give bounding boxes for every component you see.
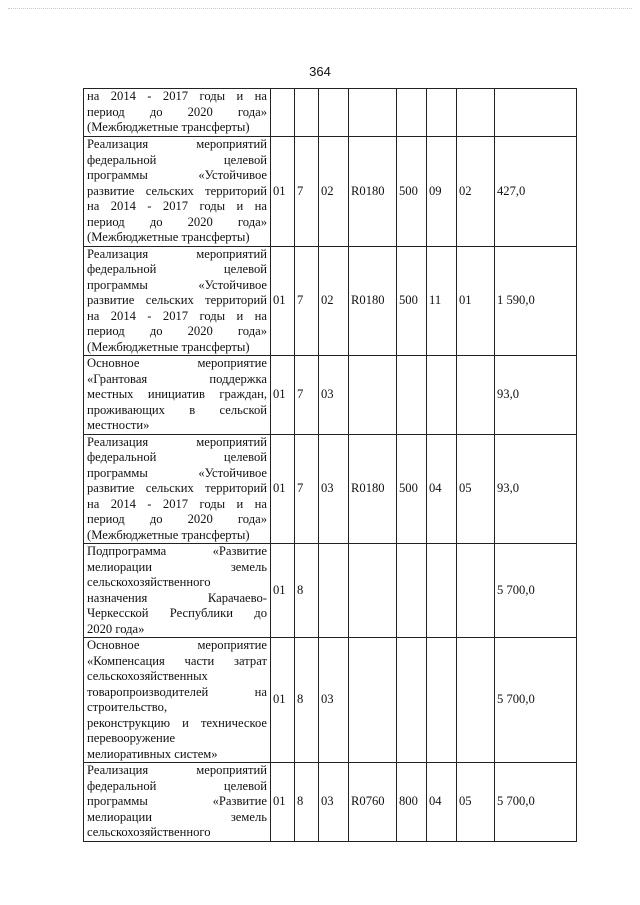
description-cell: [84, 356, 271, 435]
section-cell: [427, 89, 457, 137]
code-2-cell: [295, 89, 319, 137]
code-3-cell: 03: [319, 434, 349, 544]
description-line: перевооружение: [87, 731, 176, 745]
target-article-cell: [349, 544, 397, 638]
table-row: [84, 137, 577, 247]
subsection-cell: 05: [457, 434, 495, 544]
description-cell: [84, 246, 271, 356]
section-cell: [427, 356, 457, 435]
description-line: (Межбюджетные трансферты): [87, 339, 250, 354]
description-line: реконструкцию и техническое: [87, 715, 267, 730]
code-2-cell: 8: [295, 638, 319, 763]
description-line: сельскохозяйственных: [87, 669, 208, 683]
description-line: (Межбюджетные трансферты): [87, 120, 250, 134]
expense-type-cell: [397, 638, 427, 763]
expense-type-cell: [397, 89, 427, 137]
code-1-cell: 01: [271, 763, 295, 842]
description-line: на 2014 - 2017 годы и на: [87, 199, 267, 213]
code-1-cell: 01: [271, 356, 295, 435]
code-2-cell: 7: [295, 356, 319, 435]
subsection-cell: 05: [457, 763, 495, 842]
subsection-cell: [457, 638, 495, 763]
description-line: программы «Развитие: [87, 794, 267, 808]
budget-table: [83, 88, 577, 842]
description-line: развитие сельских территорий: [87, 183, 267, 198]
description-line: программы «Устойчивое: [87, 465, 267, 480]
description-line: местности»: [87, 418, 150, 432]
description-line: сельскохозяйственного: [87, 575, 211, 589]
amount-cell: 5 700,0: [495, 544, 577, 638]
target-article-cell: R0180: [349, 137, 397, 247]
amount-cell: [495, 89, 577, 137]
description-line: назначения Карачаево-: [87, 590, 267, 605]
code-3-cell: [319, 544, 349, 638]
amount-cell: 93,0: [495, 434, 577, 544]
section-cell: 04: [427, 434, 457, 544]
code-1-cell: [271, 89, 295, 137]
table-row: [84, 356, 577, 435]
budget-table-body: [84, 89, 577, 842]
description-line: Основное мероприятие: [87, 356, 267, 370]
code-1-cell: 01: [271, 246, 295, 356]
description-line: Подпрограмма «Развитие: [87, 544, 267, 558]
description-line: федеральной целевой: [87, 778, 267, 793]
target-article-cell: R0760: [349, 763, 397, 842]
description-line: период до 2020 года»: [87, 104, 267, 119]
code-2-cell: 7: [295, 246, 319, 356]
scan-artifact-line: [8, 8, 632, 13]
description-line: на 2014 - 2017 годы и на: [87, 308, 267, 323]
code-3-cell: 02: [319, 137, 349, 247]
expense-type-cell: 500: [397, 137, 427, 247]
subsection-cell: [457, 89, 495, 137]
subsection-cell: 02: [457, 137, 495, 247]
description-line: «Компенсация части затрат: [87, 653, 267, 668]
description-line: развитие сельских территорий: [87, 293, 267, 307]
description-line: «Грантовая поддержка: [87, 371, 267, 386]
code-2-cell: 8: [295, 763, 319, 842]
code-3-cell: [319, 89, 349, 137]
code-3-cell: 03: [319, 638, 349, 763]
table-row: [84, 544, 577, 638]
description-cell: [84, 544, 271, 638]
table-row: [84, 763, 577, 842]
section-cell: [427, 638, 457, 763]
description-cell: [84, 763, 271, 842]
target-article-cell: R0180: [349, 246, 397, 356]
code-2-cell: 7: [295, 137, 319, 247]
code-3-cell: 03: [319, 356, 349, 435]
subsection-cell: [457, 544, 495, 638]
description-line: (Межбюджетные трансферты): [87, 230, 250, 244]
code-2-cell: 8: [295, 544, 319, 638]
description-line: Реализация мероприятий: [87, 246, 267, 261]
description-line: Реализация мероприятий: [87, 763, 267, 777]
description-cell: [84, 434, 271, 544]
code-2-cell: 7: [295, 434, 319, 544]
description-line: период до 2020 года»: [87, 214, 267, 229]
description-line: сельскохозяйственного: [87, 825, 211, 839]
subsection-cell: [457, 356, 495, 435]
amount-cell: 1 590,0: [495, 246, 577, 356]
section-cell: 09: [427, 137, 457, 247]
description-line: федеральной целевой: [87, 152, 267, 167]
code-1-cell: 01: [271, 638, 295, 763]
description-line: федеральной целевой: [87, 450, 267, 464]
section-cell: 04: [427, 763, 457, 842]
description-line: мелиоративных систем»: [87, 746, 218, 761]
description-line: Основное мероприятие: [87, 638, 267, 652]
description-line: развитие сельских территорий: [87, 481, 267, 495]
section-cell: [427, 544, 457, 638]
expense-type-cell: 500: [397, 246, 427, 356]
description-line: Реализация мероприятий: [87, 434, 267, 449]
table-row: [84, 89, 577, 137]
description-line: товаропроизводителей на: [87, 684, 267, 699]
subsection-cell: 01: [457, 246, 495, 356]
description-line: мелиорации земель: [87, 559, 267, 574]
description-cell: [84, 89, 271, 137]
code-1-cell: 01: [271, 137, 295, 247]
table-row: [84, 434, 577, 544]
description-line: проживающих в сельской: [87, 402, 267, 417]
table-row: [84, 638, 577, 763]
description-line: период до 2020 года»: [87, 324, 267, 338]
target-article-cell: [349, 356, 397, 435]
section-cell: 11: [427, 246, 457, 356]
amount-cell: 427,0: [495, 137, 577, 247]
description-line: (Межбюджетные трансферты): [87, 527, 250, 542]
code-3-cell: 02: [319, 246, 349, 356]
description-line: мелиорации земель: [87, 809, 267, 824]
amount-cell: 5 700,0: [495, 763, 577, 842]
description-line: Реализация мероприятий: [87, 137, 267, 151]
amount-cell: 93,0: [495, 356, 577, 435]
description-line: 2020 года»: [87, 621, 145, 636]
expense-type-cell: 800: [397, 763, 427, 842]
target-article-cell: [349, 89, 397, 137]
code-1-cell: 01: [271, 434, 295, 544]
code-3-cell: 03: [319, 763, 349, 842]
description-line: строительство,: [87, 700, 168, 714]
expense-type-cell: 500: [397, 434, 427, 544]
description-cell: [84, 638, 271, 763]
description-line: Черкесской Республики до: [87, 606, 267, 620]
description-line: на 2014 - 2017 годы и на: [87, 496, 267, 511]
amount-cell: 5 700,0: [495, 638, 577, 763]
description-line: программы «Устойчивое: [87, 277, 267, 292]
expense-type-cell: [397, 356, 427, 435]
target-article-cell: R0180: [349, 434, 397, 544]
description-line: федеральной целевой: [87, 262, 267, 276]
description-cell: [84, 137, 271, 247]
table-row: [84, 246, 577, 356]
page-number: 364: [309, 64, 331, 79]
expense-type-cell: [397, 544, 427, 638]
target-article-cell: [349, 638, 397, 763]
description-line: местных инициатив граждан,: [87, 387, 267, 401]
code-1-cell: 01: [271, 544, 295, 638]
description-line: программы «Устойчивое: [87, 168, 267, 182]
description-line: период до 2020 года»: [87, 512, 267, 526]
description-line: на 2014 - 2017 годы и на: [87, 89, 267, 103]
